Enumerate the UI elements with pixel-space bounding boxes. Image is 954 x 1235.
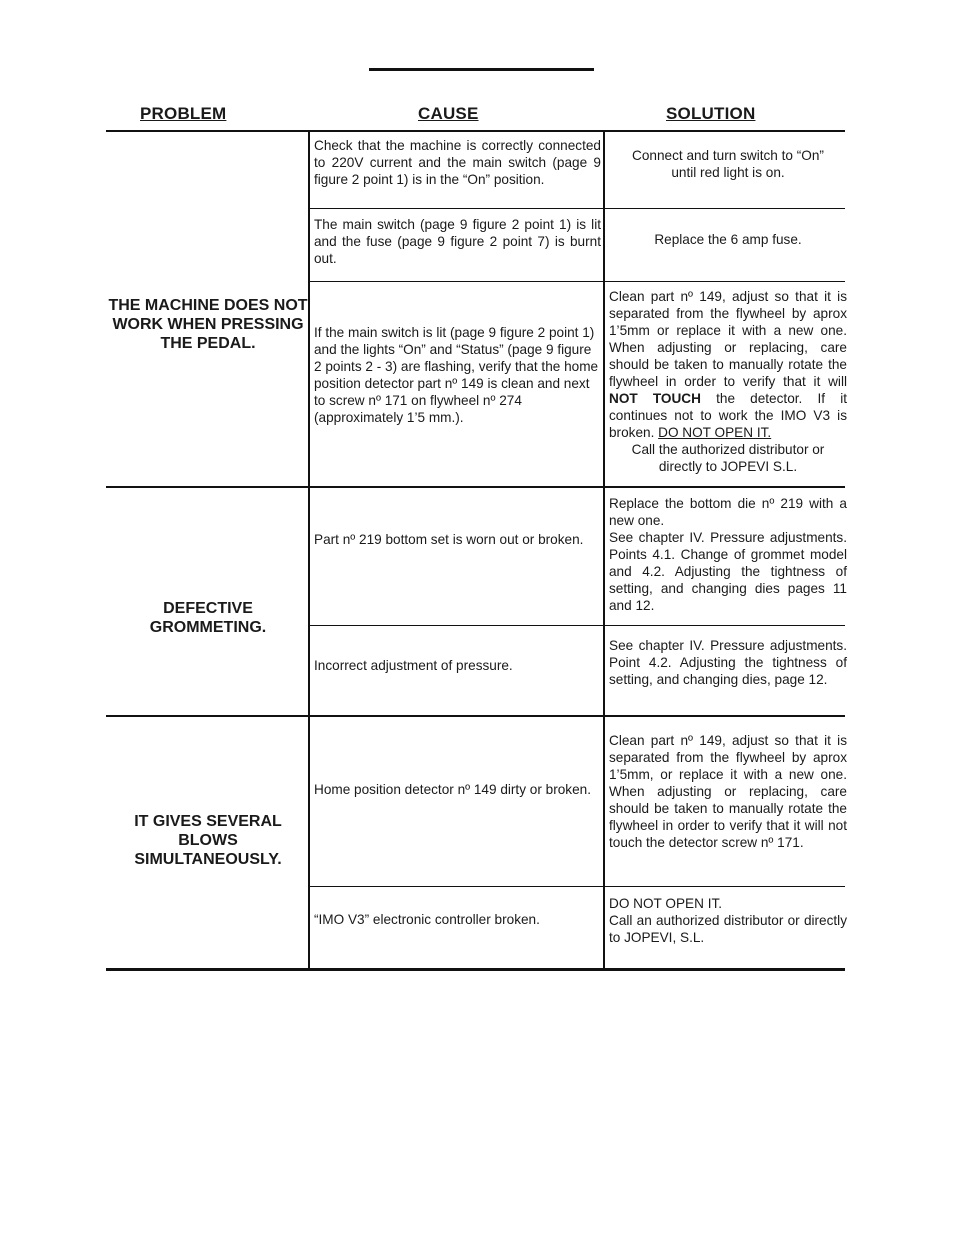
solution-text: Replace the bottom die nº 219 with a new one. (609, 496, 847, 528)
section-divider (106, 486, 845, 488)
solution-text: Call the authorized distributor or directly to JOPEVI S.L. (631, 442, 825, 474)
top-rule (369, 68, 594, 71)
solution-text: Clean part nº 149, adjust so that it is separated from the flywheel by aprox 1’5mm or replace it with a new one. When adjusting or replacing, care should be taken to manually rotate the flywheel in order to verify that it will (609, 289, 847, 389)
cause-cell: Incorrect adjustment of pressure. (314, 658, 513, 673)
row-divider (309, 625, 845, 626)
header-cause: CAUSE (418, 104, 479, 123)
solution-text: Call an authorized distributor or directly to JOPEVI, S.L. (609, 913, 847, 945)
column-divider (308, 130, 310, 970)
solution-emphasis: NOT TOUCH (609, 391, 701, 406)
problem-defective-grommeting: DEFECTIVE GROMMETING. (149, 600, 267, 636)
row-divider (309, 886, 845, 887)
row-divider (309, 208, 845, 209)
solution-cell: Clean part nº 149, adjust so that it is separated from the flywheel by aprox 1’5mm, or replace it with a new one. When adjusting or replacing, care should be taken to manually rotate the flywheel in order to verify that it will not touch the detector screw nº 171. (609, 733, 847, 850)
cause-cell: Check that the machine is correctly connected to 220V current and the main switch (page 9 figure 2 point 1) is in the “On” position. (314, 138, 601, 187)
row-divider (309, 281, 845, 282)
solution-warning: DO NOT OPEN IT. (609, 896, 723, 911)
section-divider (106, 715, 845, 717)
solution-text: the detector. (716, 391, 803, 406)
cause-cell: “IMO V3” electronic controller broken. (314, 912, 540, 927)
solution-cell: Replace the 6 amp fuse. (654, 232, 802, 247)
cause-cell: Part nº 219 bottom set is worn out or broken. (314, 532, 584, 547)
cause-cell: Home position detector nº 149 dirty or broken. (314, 782, 591, 797)
solution-text: See chapter IV. Pressure adjustments. Points 4.1. Change of grommet model and 4.2. Adjusting the tightness of setting, and changing dies pages 11 and 12. (609, 530, 847, 613)
solution-cell: Connect and turn switch to “On” until red light is on. (632, 148, 824, 180)
problem-several-blows: IT GIVES SEVERAL BLOWS SIMULTANEOUSLY. (134, 813, 282, 868)
header-solution: SOLUTION (666, 104, 756, 123)
solution-cell (609, 288, 847, 475)
table-top-rule (106, 130, 845, 132)
table-bottom-rule (106, 968, 845, 971)
header-problem: PROBLEM (140, 104, 227, 123)
problem-machine-not-working: THE MACHINE DOES NOT WORK WHEN PRESSING THE PEDAL. (108, 297, 308, 352)
solution-cell (609, 895, 847, 946)
cause-cell: The main switch (page 9 figure 2 point 1) is lit and the fuse (page 9 figure 2 point 7) is burnt out. (314, 217, 601, 266)
column-divider (603, 130, 605, 970)
solution-text: If it continues not to work the IMO V3 is broken. (609, 391, 847, 440)
cause-cell: If the main switch is lit (page 9 figure 2 point 1) and the lights “On” and “Status” (page 9 figure 2 points 2 - 3) are flashing, verify that the home position detector part nº 149 is clean and next to screw nº 171 on flywheel nº 274 (approximately 1’5 mm.). (314, 325, 599, 425)
solution-warning: DO NOT OPEN IT. (658, 425, 772, 440)
solution-cell (609, 495, 847, 614)
solution-cell: See chapter IV. Pressure adjustments. Point 4.2. Adjusting the tightness of setting, and changing dies, page 12. (609, 638, 847, 687)
